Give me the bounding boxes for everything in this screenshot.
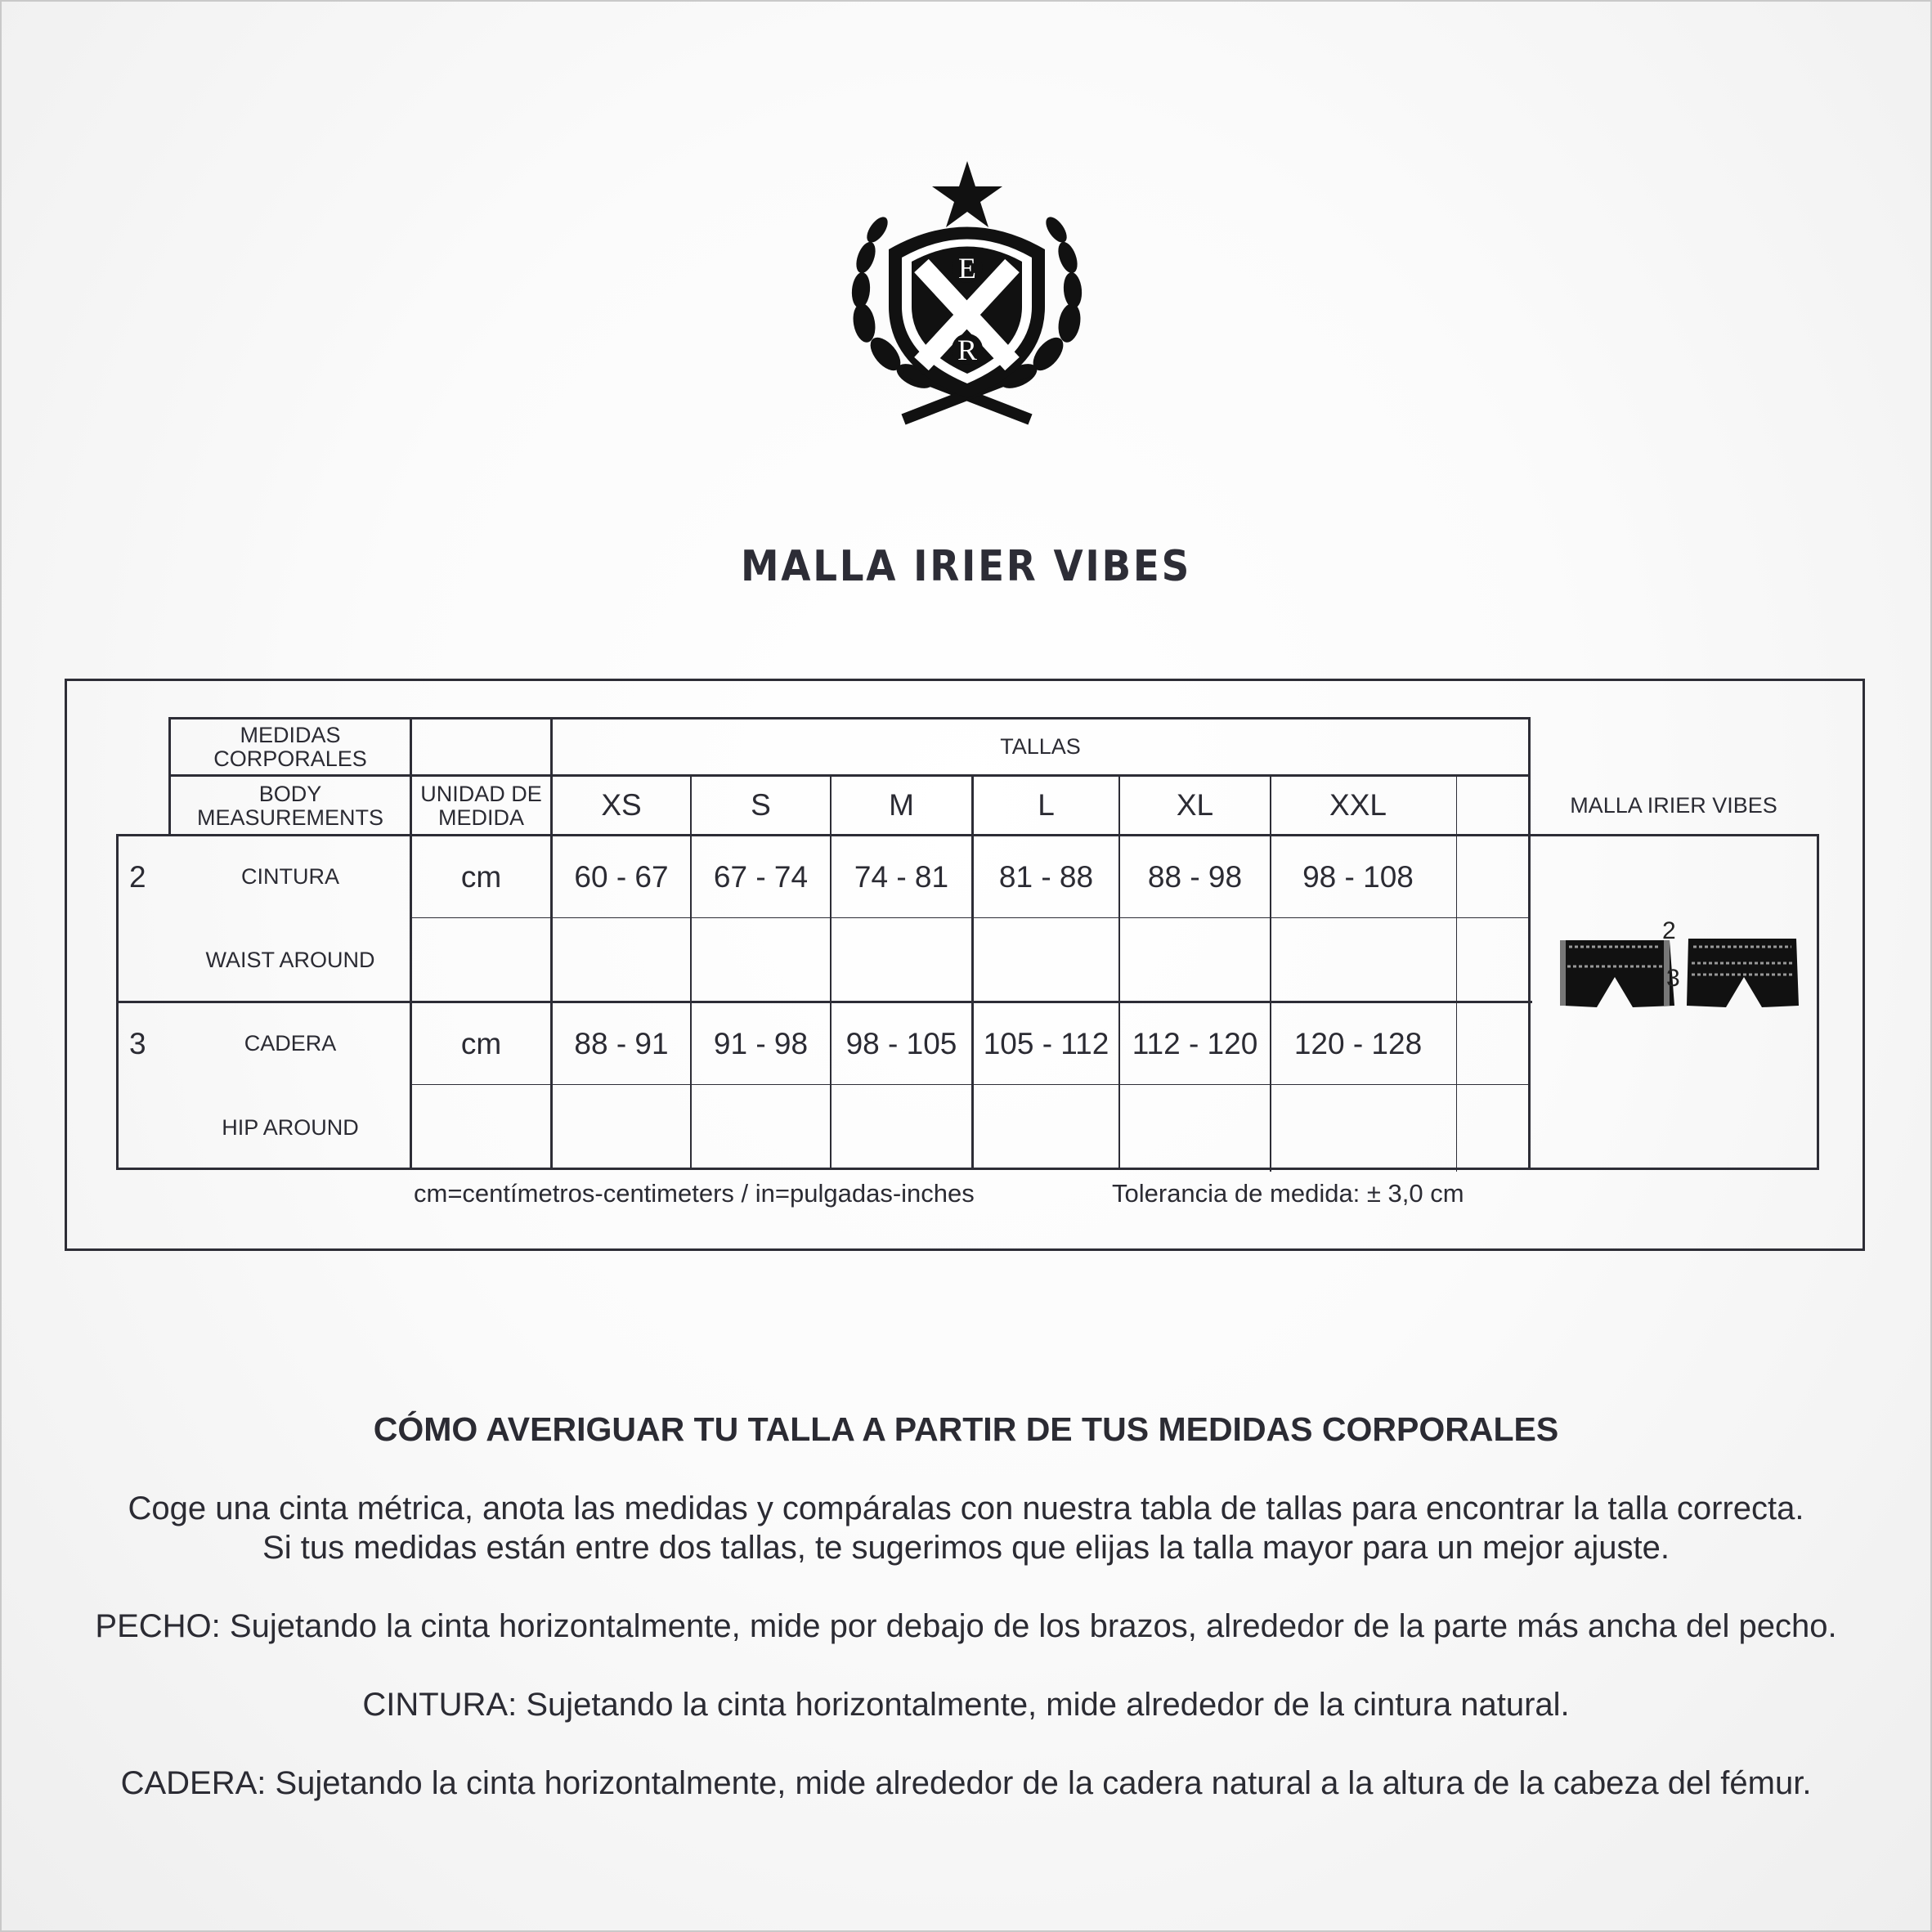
row-name-waist-around: WAIST AROUND <box>205 948 375 972</box>
diagram-label-3: 3 <box>1666 965 1680 992</box>
units-note: cm=centímetros-centimeters / in=pulgadas-inches <box>414 1179 975 1208</box>
row-unit-cadera: cm <box>460 1027 502 1060</box>
page-title: MALLA IRIER VIBES <box>741 542 1191 591</box>
crest-logo <box>846 159 1087 429</box>
cell-cadera-m: 98 - 105 <box>845 1027 957 1060</box>
size-xxl: XXL <box>1329 788 1387 822</box>
cell-cadera-l: 105 - 112 <box>983 1027 1109 1060</box>
size-xs: XS <box>601 788 642 822</box>
row-name-cintura: CINTURA <box>241 864 339 889</box>
product-label: MALLA IRIER VIBES <box>1570 793 1777 818</box>
size-s: S <box>751 788 771 822</box>
howto-intro-line2: Si tus medidas están entre dos tallas, te sugerimos que elijas la talla mayor para un mejor ajuste. <box>262 1530 1670 1566</box>
header-medidas-corporales: MEDIDAS CORPORALES <box>213 723 367 771</box>
logo-letter-e: E <box>958 252 976 285</box>
row-number-cintura: 2 <box>129 860 146 894</box>
logo-letter-r: R <box>957 334 978 366</box>
cell-cadera-xl: 112 - 120 <box>1132 1027 1258 1060</box>
size-l: L <box>1038 788 1055 822</box>
cell-cintura-l: 81 - 88 <box>998 860 1094 894</box>
howto-cintura: CINTURA: Sujetando la cinta horizontalmente, mide alrededor de la cintura natural. <box>362 1687 1570 1723</box>
cell-cadera-xxl: 120 - 128 <box>1293 1027 1423 1060</box>
tolerance-note: Tolerancia de medida: ± 3,0 cm <box>1112 1179 1464 1208</box>
row-name-hip-around: HIP AROUND <box>222 1115 359 1140</box>
size-xl: XL <box>1176 788 1214 822</box>
cell-cadera-xs: 88 - 91 <box>574 1027 669 1060</box>
cell-cadera-s: 91 - 98 <box>713 1027 809 1060</box>
howto-pecho: PECHO: Sujetando la cinta horizontalmente, mide por debajo de los brazos, alrededor de la parte más ancha del pecho. <box>95 1608 1837 1644</box>
shorts-diagram <box>1558 917 1803 1014</box>
howto-intro-line1: Coge una cinta métrica, anota las medidas y compáralas con nuestra tabla de tallas para encontrar la talla correcta. <box>128 1490 1804 1526</box>
header-tallas: TALLAS <box>1000 734 1081 759</box>
cell-cintura-xs: 60 - 67 <box>574 860 669 894</box>
diagram-label-2: 2 <box>1662 917 1676 944</box>
cell-cintura-m: 74 - 81 <box>854 860 949 894</box>
row-name-cadera: CADERA <box>244 1031 337 1056</box>
row-number-cadera: 3 <box>129 1027 146 1060</box>
howto-cadera: CADERA: Sujetando la cinta horizontalmente, mide alrededor de la cadera natural a la altura de la cabeza del fémur. <box>120 1765 1812 1801</box>
row-unit-cintura: cm <box>460 860 502 894</box>
howto-title: CÓMO AVERIGUAR TU TALLA A PARTIR DE TUS MEDIDAS CORPORALES <box>373 1410 1559 1448</box>
cell-cintura-xl: 88 - 98 <box>1147 860 1243 894</box>
header-unidad-de-medida: UNIDAD DE MEDIDA <box>420 782 542 830</box>
cell-cintura-xxl: 98 - 108 <box>1302 860 1414 894</box>
cell-cintura-s: 67 - 74 <box>713 860 809 894</box>
size-m: M <box>889 788 914 822</box>
header-body-measurements: BODY MEASUREMENTS <box>196 782 384 830</box>
